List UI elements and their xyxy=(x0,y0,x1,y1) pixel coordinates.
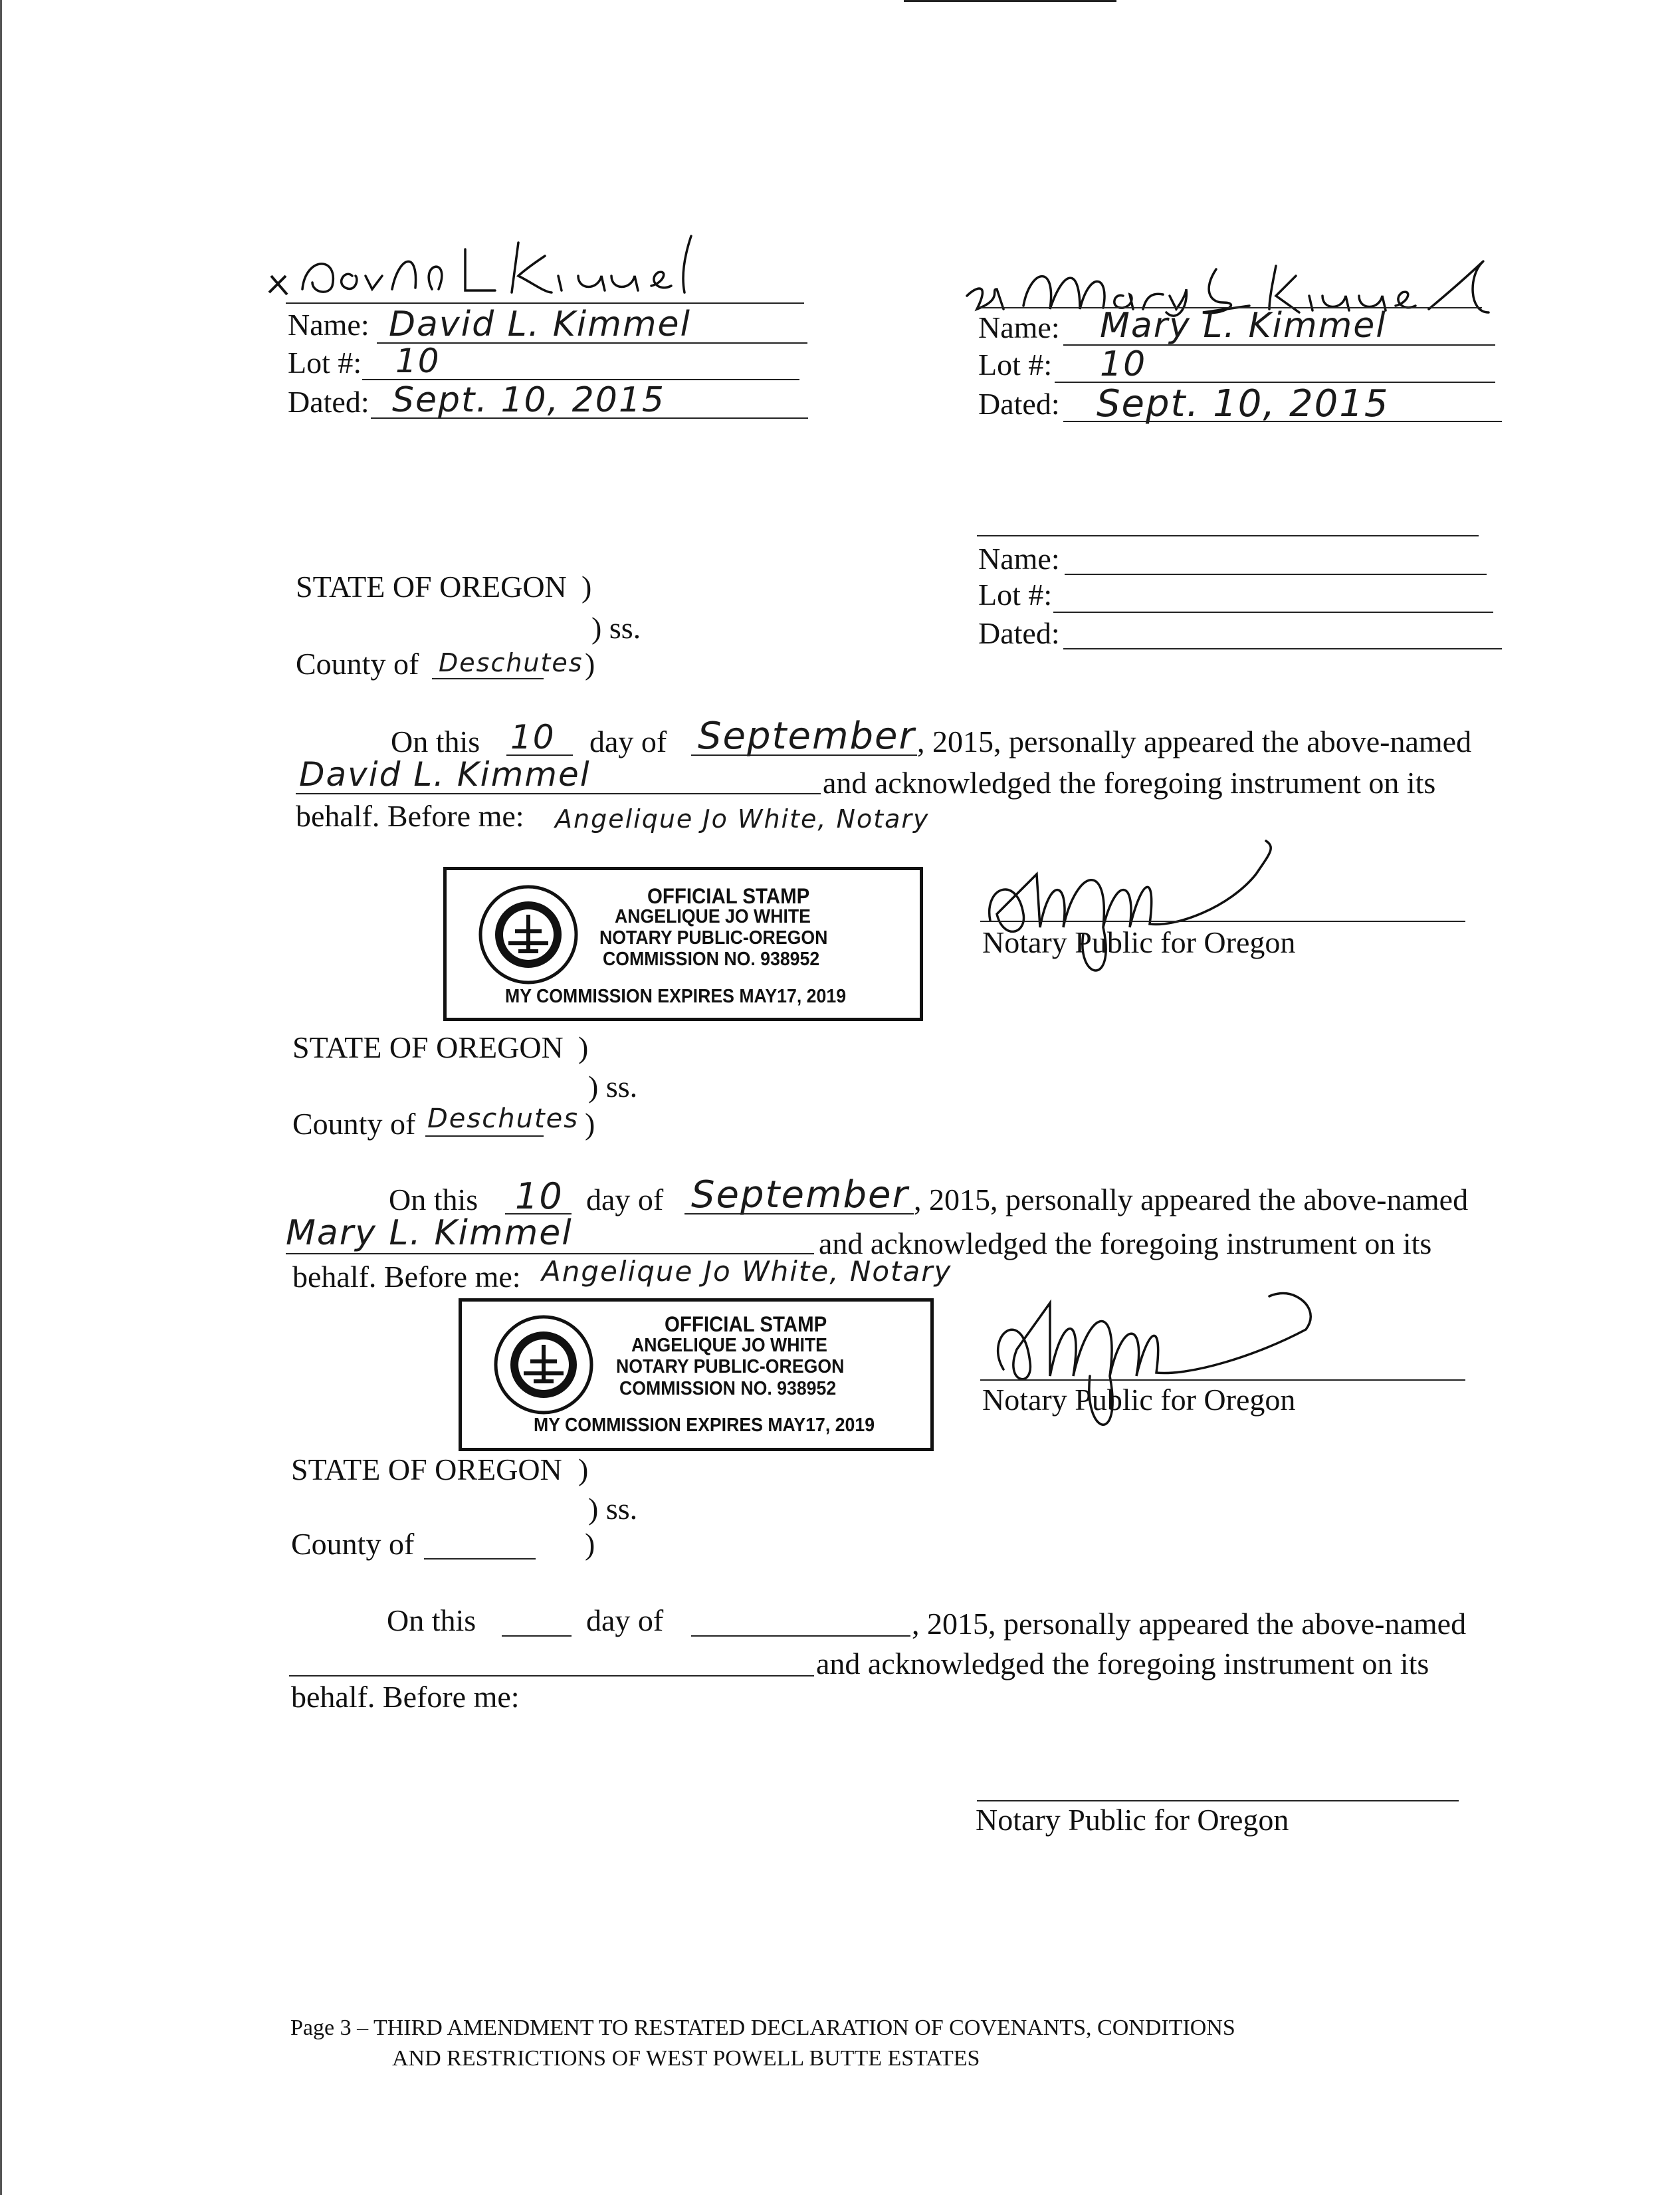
stamp-line-2: ANGELIQUE JO WHITE xyxy=(615,906,811,927)
stamp-line-5: MY COMMISSION EXPIRES MAY17, 2019 xyxy=(505,986,847,1007)
notary-name-1: Angelique Jo White, Notary xyxy=(555,804,930,834)
county-value-2: Deschutes xyxy=(427,1103,579,1134)
notary-signature-1 xyxy=(977,834,1329,987)
day-line-3 xyxy=(502,1635,572,1637)
before-me-3: behalf. Before me: xyxy=(291,1680,520,1714)
month-line-3 xyxy=(691,1635,910,1637)
stamp-line-1: OFFICIAL STAMP xyxy=(665,1312,827,1336)
name-label-left: Name: xyxy=(288,308,369,342)
state-label-2: STATE OF OREGON xyxy=(292,1030,564,1064)
state-seal-icon xyxy=(494,1315,593,1415)
ack-text-3: and acknowledged the foregoing instrument on its xyxy=(816,1647,1429,1680)
ack-text-2: and acknowledged the foregoing instrument on its xyxy=(819,1226,1432,1260)
name-line-left xyxy=(377,342,807,344)
dated-line-blank xyxy=(1063,648,1502,649)
before-me-1: behalf. Before me: xyxy=(296,799,524,833)
month-value-1: September xyxy=(698,715,916,758)
dated-line-right xyxy=(1063,421,1502,422)
name-value-right: Mary L. Kimmel xyxy=(1100,306,1387,346)
notary-line-3 xyxy=(977,1800,1459,1801)
day-of-1: day of xyxy=(589,725,667,758)
stamp-line-1: OFFICIAL STAMP xyxy=(647,884,810,908)
county-line-2 xyxy=(425,1135,544,1137)
lot-label-blank: Lot #: xyxy=(978,578,1053,612)
year-text-1: , 2015, personally appeared the above-named xyxy=(917,725,1472,758)
dated-label-right: Dated: xyxy=(978,387,1060,421)
on-this-2: On this xyxy=(389,1183,478,1216)
dated-line-left xyxy=(371,417,808,419)
notary-line-1 xyxy=(980,921,1465,922)
before-me-2: behalf. Before me: xyxy=(292,1260,521,1294)
state-label-1: STATE OF OREGON xyxy=(296,570,567,604)
state-paren-2: ) xyxy=(578,1030,589,1064)
month-value-2: September xyxy=(691,1173,909,1216)
stamp-line-4: COMMISSION NO. 938952 xyxy=(603,949,820,970)
person-value-2: Mary L. Kimmel xyxy=(286,1213,573,1253)
state-seal-icon xyxy=(478,885,578,984)
page-edge xyxy=(0,0,2,2195)
footer-line-1: Page 3 – THIRD AMENDMENT TO RESTATED DECLARATION OF COVENANTS, CONDITIONS xyxy=(290,2016,1235,2040)
on-this-1: On this xyxy=(391,725,480,758)
notary-public-1: Notary Public for Oregon xyxy=(982,925,1296,959)
stamp-line-3: NOTARY PUBLIC-OREGON xyxy=(616,1356,845,1377)
county-line-1 xyxy=(432,678,544,679)
person-line-1 xyxy=(296,793,821,794)
day-value-1: 10 xyxy=(510,718,556,756)
footer-line-2: AND RESTRICTIONS OF WEST POWELL BUTTE ESTATES xyxy=(392,2046,980,2071)
state-label-3: STATE OF OREGON xyxy=(291,1452,562,1486)
name-label-right: Name: xyxy=(978,310,1060,344)
day-of-3: day of xyxy=(586,1603,664,1637)
lot-label-right: Lot #: xyxy=(978,348,1053,382)
lot-value-left: 10 xyxy=(395,342,441,380)
name-value-left: David L. Kimmel xyxy=(389,304,691,344)
official-stamp-1 xyxy=(443,867,923,1021)
person-line-2 xyxy=(286,1253,814,1254)
state-paren-3: ) xyxy=(578,1452,589,1486)
name-label-blank: Name: xyxy=(978,542,1060,576)
notary-public-3: Notary Public for Oregon xyxy=(976,1803,1289,1837)
ss-1: ) ss. xyxy=(591,611,641,645)
county-label-3: County of xyxy=(291,1527,415,1561)
stamp-line-3: NOTARY PUBLIC-OREGON xyxy=(599,927,828,949)
year-text-3: , 2015, personally appeared the above-named xyxy=(912,1607,1467,1641)
dated-label-left: Dated: xyxy=(288,385,369,419)
county-paren-1: ) xyxy=(585,647,595,681)
dated-value-right: Sept. 10, 2015 xyxy=(1097,382,1390,425)
month-line-1 xyxy=(691,754,917,756)
person-line-3 xyxy=(289,1675,814,1676)
lot-value-right: 10 xyxy=(1100,344,1147,384)
signature-line-left xyxy=(286,302,804,304)
county-line-3 xyxy=(424,1558,536,1560)
notary-public-2: Notary Public for Oregon xyxy=(982,1383,1296,1417)
person-value-1: David L. Kimmel xyxy=(299,755,591,794)
state-paren-1: ) xyxy=(581,570,592,604)
day-value-2: 10 xyxy=(515,1175,564,1217)
top-edge-line xyxy=(904,0,1116,2)
on-this-3: On this xyxy=(387,1603,476,1637)
dated-label-blank: Dated: xyxy=(978,616,1060,650)
month-line-2 xyxy=(684,1213,914,1214)
stamp-line-5: MY COMMISSION EXPIRES MAY17, 2019 xyxy=(534,1415,875,1436)
signature-line-blank xyxy=(977,535,1479,536)
dated-value-left: Sept. 10, 2015 xyxy=(392,380,666,420)
name-line-blank xyxy=(1065,574,1487,575)
stamp-line-2: ANGELIQUE JO WHITE xyxy=(631,1335,827,1356)
notary-signature-2 xyxy=(977,1276,1336,1456)
day-of-2: day of xyxy=(586,1183,664,1216)
ss-3: ) ss. xyxy=(588,1492,638,1526)
county-label-1: County of xyxy=(296,647,419,681)
lot-line-blank xyxy=(1053,612,1493,613)
stamp-line-4: COMMISSION NO. 938952 xyxy=(619,1378,837,1399)
year-text-2: , 2015, personally appeared the above-named xyxy=(914,1183,1469,1216)
notary-line-2 xyxy=(980,1379,1465,1381)
official-stamp-2 xyxy=(459,1298,934,1451)
lot-label-left: Lot #: xyxy=(288,346,362,380)
county-paren-3: ) xyxy=(585,1527,595,1561)
notary-name-2: Angelique Jo White, Notary xyxy=(542,1255,952,1288)
county-label-2: County of xyxy=(292,1107,416,1141)
county-value-1: Deschutes xyxy=(439,648,583,677)
county-paren-2: ) xyxy=(585,1107,595,1141)
ack-text-1: and acknowledged the foregoing instrument on its xyxy=(823,766,1436,800)
signer-left-signature xyxy=(266,229,731,302)
ss-2: ) ss. xyxy=(588,1070,638,1103)
